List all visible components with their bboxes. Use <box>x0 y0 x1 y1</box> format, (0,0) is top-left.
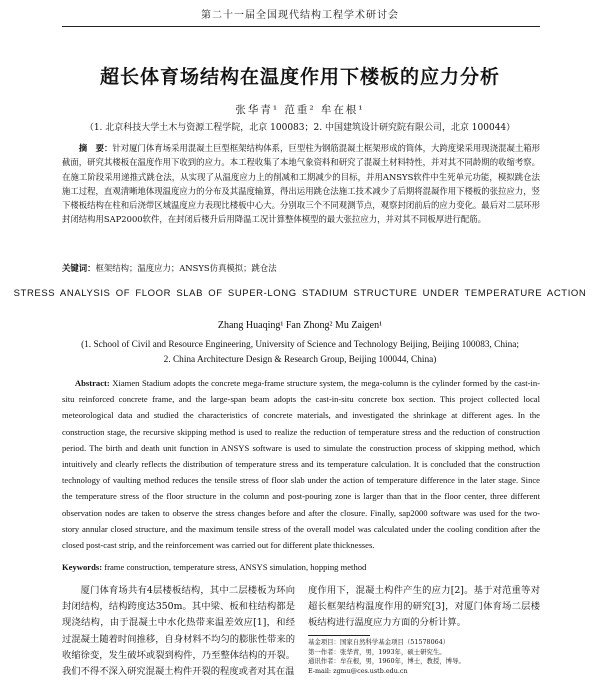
abstract-label-en: Abstract: <box>74 378 110 388</box>
paper-title-en: STRESS ANALYSIS OF FLOOR SLAB OF SUPER-LONG STADIUM STRUCTURE UNDER TEMPERATURE ACTION <box>13 288 587 299</box>
affiliation-cn: （1. 北京科技大学土木与资源工程学院，北京 100083；2. 中国建筑设计研究院有限公司，北京 100044） <box>84 123 516 133</box>
keywords-text-en: frame construction, temperature stress, ANSYS simulation, hopping method <box>104 562 367 572</box>
footnote-corresponding-author: 通讯作者：牟在根，男，1960年，博士，教授，博导。 <box>308 657 465 665</box>
abstract-label-cn: 摘 要： <box>78 143 113 153</box>
authors-en: Zhang Huaqing¹ Fan Zhong² Mu Zaigen¹ <box>217 320 383 331</box>
keywords-label-cn: 关键词： <box>62 263 96 273</box>
abstract-cn <box>62 141 540 227</box>
affiliation-en-line-1: (1. School of Civil and Resource Engineering, University of Science and Technology Beijing, Beijing 100083, China; <box>81 340 519 350</box>
abstract-text-cn: 针对厦门体育场采用混凝土巨型框架结构体系，巨型柱为钢筋混凝土框架形成的筒体，大跨度梁采用现浇混凝土箱形截面，研究其楼板在温度作用下收到的应力。本工程收集了本地气象资料和研究了混凝土材料特性，并对其不同龄期的收缩考察。在施工阶段采用递推式跳仓法，从实现了从温度应力上的削减和工期减少的目标，并用ANSYS软件中生死单元功能，模拟跳仓法施工过程，直观清晰地体现温度应力的分布及其温度输算，得出运用跳仓法施工技术减少了后期将混凝作用下楼板的张拉应力，竖下楼板结构在柱和后浇带区域温度应力表现比楼板中心大。分别取三个不同观测节点，观察封闭前后的应力变化。最后对二层环形封闭结构用SAP2000软件，在封闭后楼升后用降温工况计算整体模型的最大张拉应力，并对其不同板厚进行配筋。 <box>62 143 541 225</box>
keywords-label-en: Keywords: <box>62 562 103 572</box>
footnote-first-author: 第一作者：张华青，男，1993年，硕士研究生。 <box>308 647 446 656</box>
running-header: 第二十一届全国现代结构工程学术研讨会 <box>201 10 399 21</box>
abstract-text-en: Xiamen Stadium adopts the concrete mega-frame structure system, the mega-column is the cylinder formed by the cast-in-situ reinforced concrete frame, and the large-span beam adopts the cast-in-situ concrete box section. This project collected local meteorological data and studied the characteristics of concrete materials, and investigated the shrinkage at different ages. In the construction stage, the recursive skipping method is used to realize the reduction of temperature stress and the reduction of construction period. The birth and death unit function in ANSYS software is used to simulate the construction process of skipping method, which intuitively and clearly reflects the distribution of temperature stress and its temperature calculation. It is concluded that the construction technology of vaulting method reduces the tensile stress of floor slab under the action of temperature difference in the later stage. Since the temperature stress of the floor structure in the column and post-pouring zone is larger than that in the floor center, three different observation nodes are taken to observe the stress changes before and after the closure. Finally, sap2000 software was used for the two-story annular closed structure, and the maximum tensile stress of the overall model was calculated under the cooling condition after the closed post-cast strip, and the reinforcement was carried out for different plate thicknesses. <box>62 378 540 551</box>
affiliation-en-line-2: 2. China Architecture Design & Research Group, Beijing 100044, China) <box>163 355 437 365</box>
affiliation-en <box>50 338 550 368</box>
abstract-en <box>62 375 540 553</box>
footnote-funding: 基金项目：国家自然科学基金项目（51578064） <box>308 638 450 646</box>
body-column-right: 度作用下，混凝土构件产生的应力[2]。基于对范重等对超长框架结构温度作用的研究[3]，对厦门体育场二层楼板结构进行温度应力方面的分析计算。 <box>308 585 540 629</box>
footnote-email: E-mail: zgmu@ces.ustb.edu.cn <box>308 666 408 675</box>
keywords-cn <box>62 261 540 275</box>
footnote-rule <box>308 635 370 636</box>
authors-cn: 张华青¹ 范重² 牟在根¹ <box>235 104 365 116</box>
keywords-text-cn: 框架结构；温度应力；ANSYS仿真模拟；跳仓法 <box>95 263 277 273</box>
paper-title-cn: 超长体育场结构在温度作用下楼板的应力分析 <box>99 66 500 88</box>
keywords-en <box>62 560 540 574</box>
footnote <box>308 638 540 676</box>
body-column-left: 厦门体育场共有4层楼板结构，其中二层楼板为环向封闭结构，结构跨度达350m。其中梁、板和柱结构都是现浇结构，由于混凝土中水化热带来温差效应[1]，和经过混凝土随着时间推移，自身材料不均匀的膨胀性带来的收缩徐变，发生破坏或裂到构件，乃至整体结构的开裂。我们不得不深入研究混凝土构件开裂的程度或者对其在温 <box>62 585 295 678</box>
header-rule <box>62 26 540 27</box>
